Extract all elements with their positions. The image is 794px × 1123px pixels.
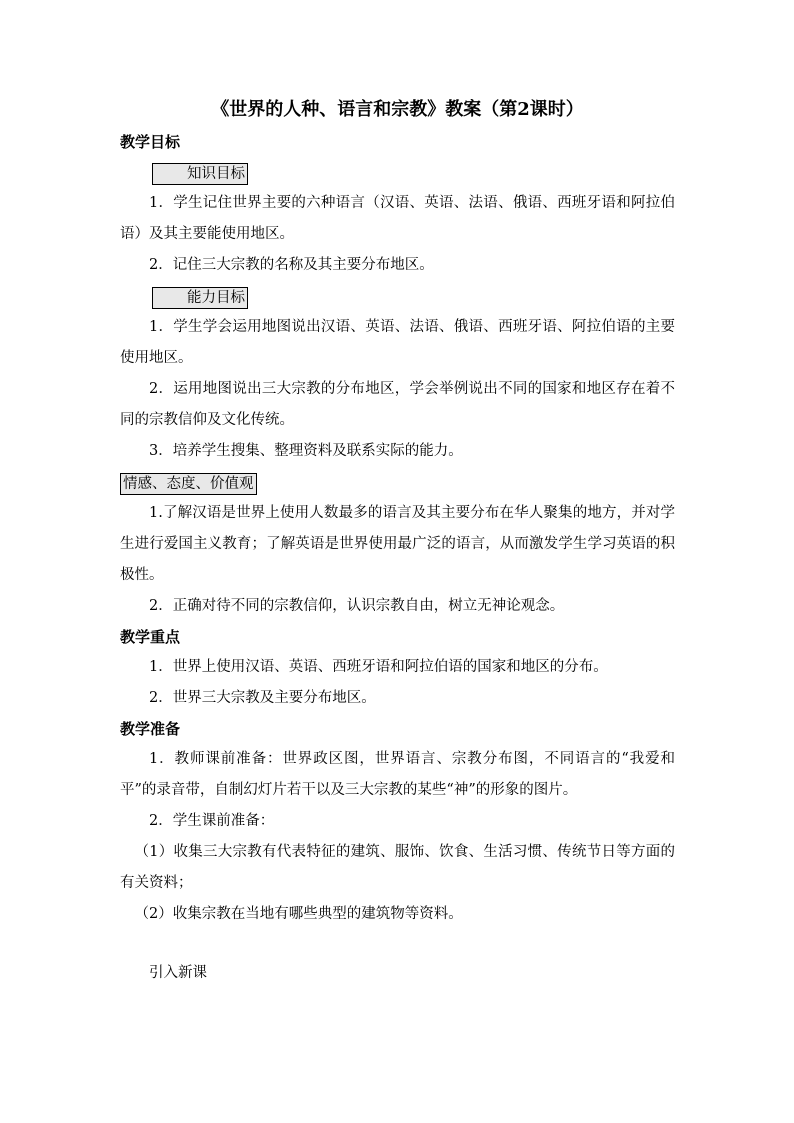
knowledge-item: 1．学生记住世界主要的六种语言（汉语、英语、法语、俄语、西班牙语和阿拉伯语）及其主要能使用地区。 — [120, 195, 675, 242]
ability-item: 2．运用地图说出三大宗教的分布地区，学会举例说出不同的国家和地区存在着不同的宗教信仰及文化传统。 — [120, 381, 675, 428]
emotion-item: 2．正确对待不同的宗教信仰，认识宗教自由，树立无神论观念。 — [149, 598, 565, 614]
emotion-goals-label-row — [120, 467, 675, 498]
preparation-item: 1．教师课前准备：世界政区图，世界语言、宗教分布图，不同语言的“我爱和平”的录音带，自制幻灯片若干以及三大宗教的某些“神”的形象的图片。 — [120, 751, 675, 798]
ability-item: 1．学生学会运用地图说出汉语、英语、法语、俄语、西班牙语、阿拉伯语的主要使用地区。 — [120, 319, 675, 366]
ability-item: 3．培养学生搜集、整理资料及联系实际的能力。 — [149, 443, 463, 459]
intro-new-lesson: 引入新课 — [149, 965, 207, 981]
knowledge-goals-label-row — [120, 157, 675, 188]
key-point-item: 2．世界三大宗教及主要分布地区。 — [149, 690, 376, 706]
blank-line — [120, 930, 675, 958]
document-title: 《世界的人种、语言和宗教》教案（第2课时） — [211, 99, 584, 120]
knowledge-item: 2．记住三大宗教的名称及其主要分布地区。 — [149, 257, 434, 273]
heading-objectives: 教学目标 — [120, 133, 181, 151]
ability-goals-label: 能力目标 — [152, 287, 248, 309]
heading-preparation: 教学准备 — [120, 720, 181, 738]
preparation-item: 2．学生课前准备： — [149, 813, 275, 829]
emotion-goals-label: 情感、态度、价值观 — [120, 473, 257, 495]
preparation-sub-item: （2）收集宗教在当地有哪些典型的建筑物等资料。 — [134, 906, 463, 922]
heading-key-points: 教学重点 — [120, 628, 181, 646]
knowledge-goals-label: 知识目标 — [152, 163, 248, 185]
preparation-sub-item: （1）收集三大宗教有代表特征的建筑、服饰、饮食、生活习惯、传统节日等方面的有关资料； — [120, 844, 675, 891]
emotion-item: 1.了解汉语是世界上使用人数最多的语言及其主要分布在华人聚集的地方，并对学生进行爱国主义教育；了解英语是世界使用最广泛的语言，从而激发学生学习英语的积极性。 — [120, 505, 675, 583]
document-page — [120, 95, 675, 989]
key-point-item: 1．世界上使用汉语、英语、西班牙语和阿拉伯语的国家和地区的分布。 — [149, 659, 608, 675]
ability-goals-label-row — [120, 281, 675, 312]
